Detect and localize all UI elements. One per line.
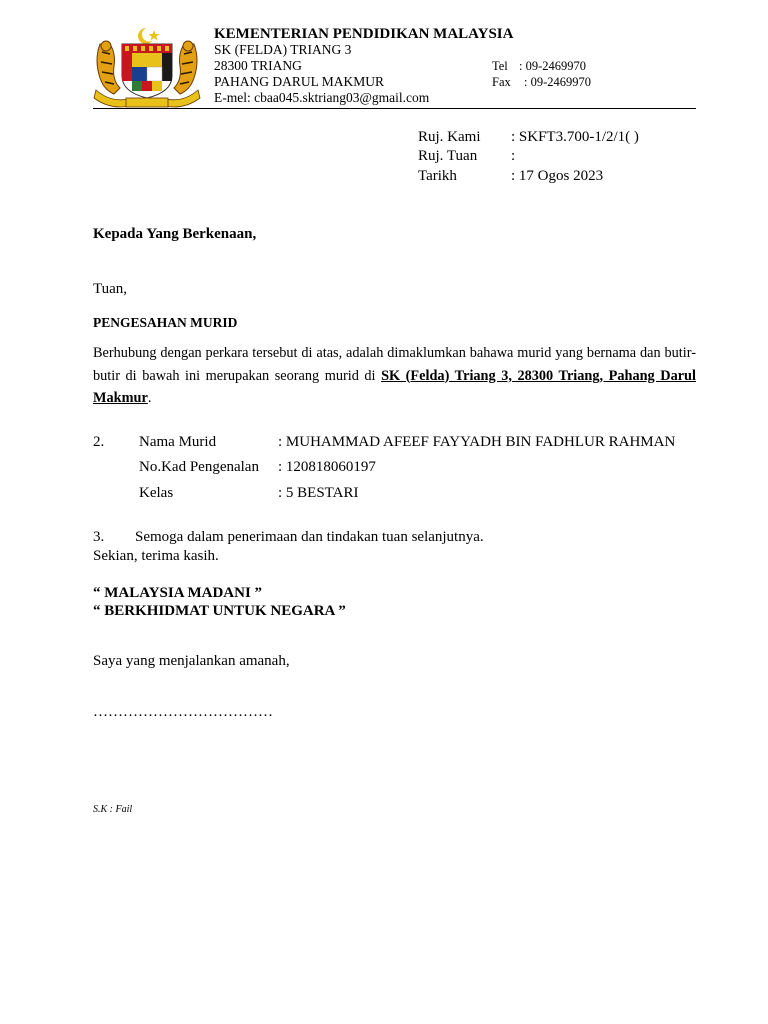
- letter-subject: PENGESAHAN MURID: [93, 315, 238, 330]
- closing-line: Sekian, terima kasih.: [93, 548, 219, 564]
- motto-madani: “ MALAYSIA MADANI ”: [93, 585, 263, 601]
- school-name: SK (FELDA) TRIANG 3: [214, 42, 352, 57]
- coat-of-arms-logo: [92, 26, 202, 110]
- signoff: Saya yang menjalankan amanah,: [93, 653, 290, 669]
- student-name-label: Nama Murid: [139, 434, 217, 450]
- school-state: PAHANG DARUL MAKMUR: [214, 74, 385, 89]
- tarikh-label: Tarikh: [418, 168, 457, 184]
- motto-berkhidmat: “ BERKHIDMAT UNTUK NEGARA ”: [93, 603, 346, 619]
- item-3-text: Semoga dalam penerimaan dan tindakan tuan selanjutnya.: [135, 529, 484, 545]
- letterhead-divider: [93, 108, 696, 109]
- school-email: E-mel: cbaa045.sktriang03@gmail.com: [214, 90, 430, 105]
- fax-value: : 09-2469970: [524, 75, 592, 89]
- fax-label: Fax: [492, 75, 511, 89]
- school-postcode-town: 28300 TRIANG: [214, 58, 302, 73]
- intro-end: .: [147, 390, 152, 406]
- student-class-value: : 5 BESTARI: [278, 485, 359, 501]
- tel-label: Tel: [492, 59, 508, 73]
- tel-value: : 09-2469970: [519, 59, 587, 73]
- ruj-kami-value: : SKFT3.700-1/2/1( ): [511, 129, 639, 145]
- intro-text: Berhubung dengan perkara tersebut di atas, adalah dimaklumkan bahawa murid yang bernama dan butir-butir di bawah ini merupakan seorang murid di: [93, 345, 696, 384]
- ruj-tuan-value: :: [511, 148, 516, 164]
- tarikh-value: : 17 Ogos 2023: [511, 168, 604, 184]
- ruj-kami-label: Ruj. Kami: [418, 129, 481, 145]
- student-ic-value: : 120818060197: [278, 459, 376, 475]
- item-3-number: 3.: [93, 529, 105, 545]
- student-ic-label: No.Kad Pengenalan: [139, 459, 259, 475]
- ministry-title: KEMENTERIAN PENDIDIKAN MALAYSIA: [214, 26, 514, 42]
- item-2-number: 2.: [93, 434, 105, 450]
- footer-cc: S.K : Fail: [93, 804, 133, 815]
- intro-paragraph: [93, 342, 696, 410]
- student-class-label: Kelas: [139, 485, 174, 501]
- salutation: Tuan,: [93, 281, 128, 297]
- signature-line: ………………………………: [93, 704, 273, 720]
- student-name-value: : MUHAMMAD AFEEF FAYYADH BIN FADHLUR RAHMAN: [278, 434, 676, 450]
- addressee: Kepada Yang Berkenaan,: [93, 226, 257, 242]
- ruj-tuan-label: Ruj. Tuan: [418, 148, 478, 164]
- school-address-highlight: SK (Felda) Triang 3, 28300 Triang, Pahang Darul Makmur: [93, 367, 696, 406]
